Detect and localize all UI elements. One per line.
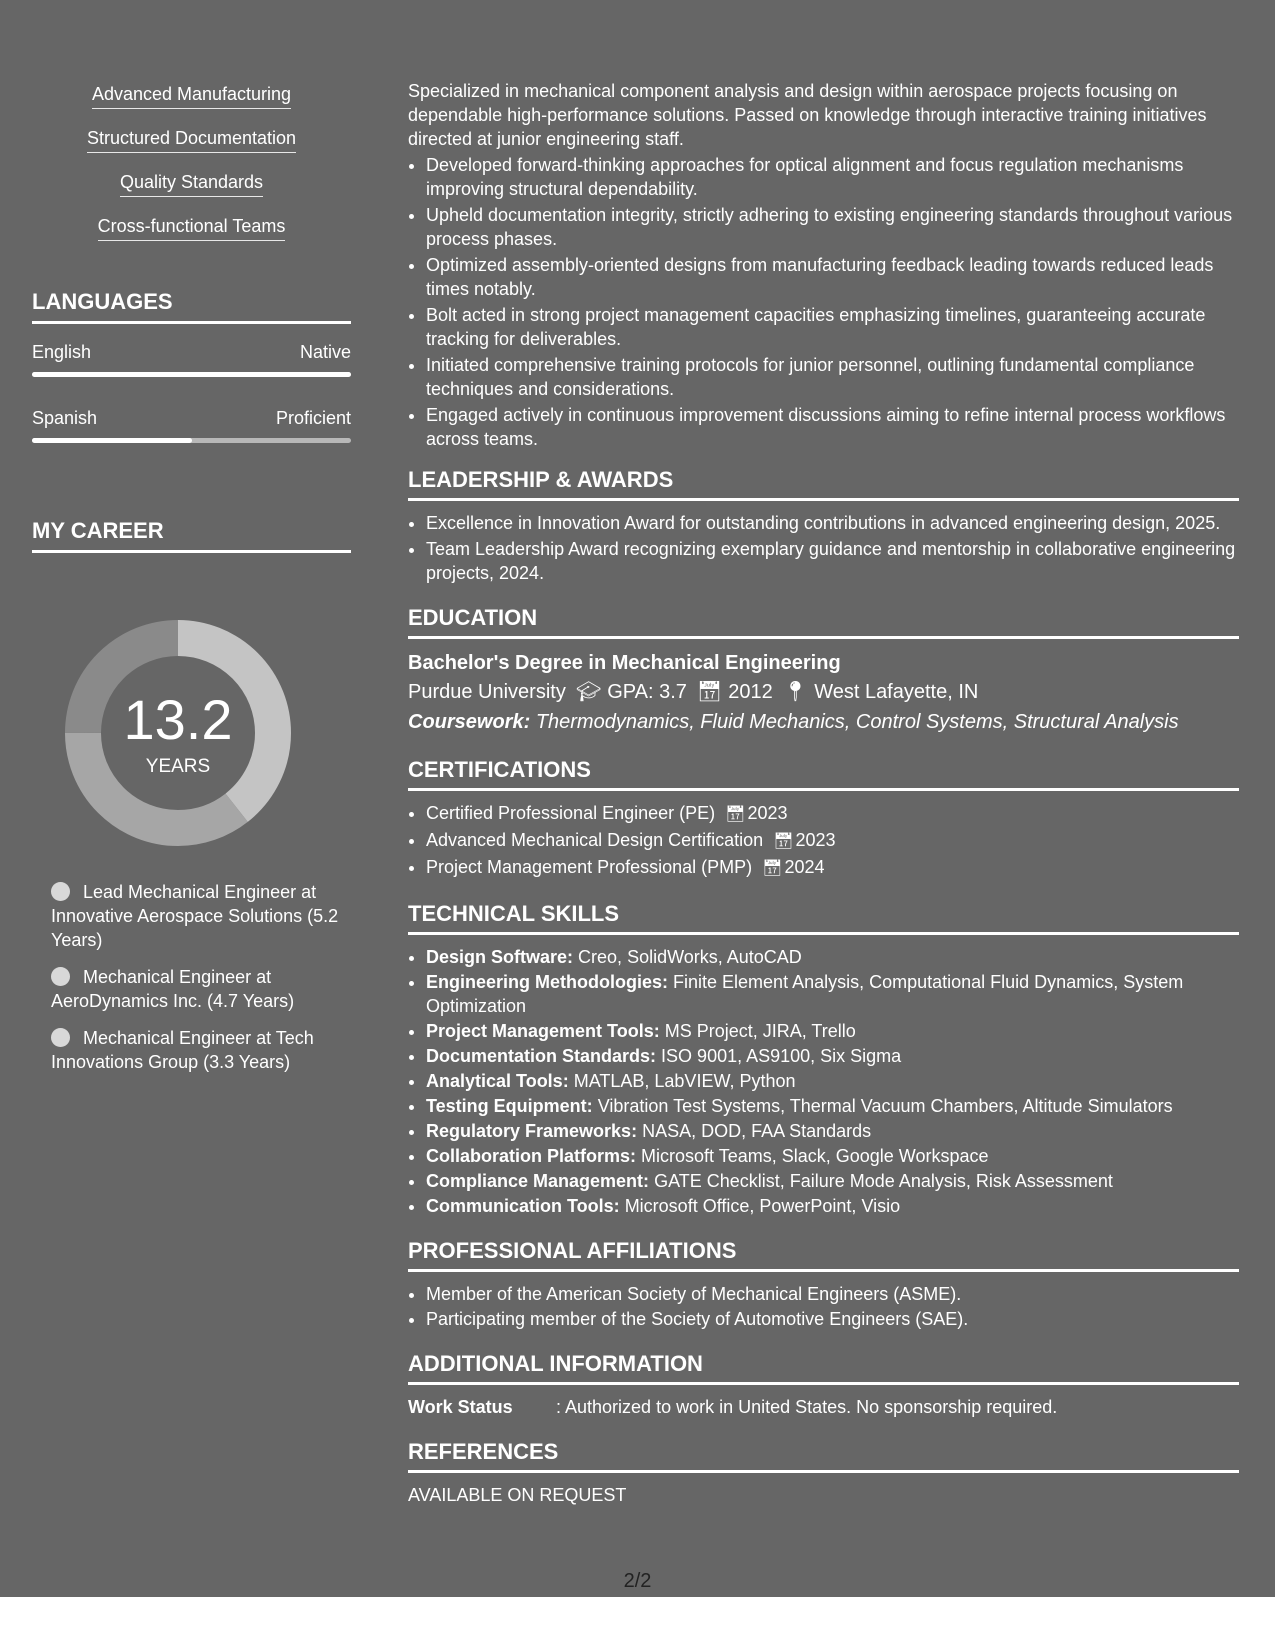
list-item: • Excellence in Innovation Award for outstanding contributions in advanced engineering design, 2025. (426, 511, 1239, 535)
list-item (426, 970, 1239, 1018)
references-text: AVAILABLE ON REQUEST (408, 1485, 627, 1505)
career-years-unit: YEARS (145, 756, 211, 777)
section-title: CERTIFICATIONS (408, 757, 1239, 791)
section-title: TECHNICAL SKILLS (408, 901, 1239, 935)
page-number: 2/2 (623, 1570, 652, 1592)
skill-label: Analytical Tools: (426, 1071, 569, 1091)
career-total-years: 13.2 (123, 688, 233, 751)
skill-label: Testing Equipment: (426, 1096, 593, 1116)
additional-info-section (408, 1351, 1239, 1419)
list-item (426, 1194, 1239, 1218)
language-proficiency-fill (32, 372, 351, 377)
education-details (408, 677, 1239, 707)
affiliations-section (408, 1238, 1239, 1331)
list-item: • Bolt acted in strong project management capacities emphasizing timelines, guaranteeing accurate tracking for deliverables. (426, 303, 1239, 351)
list-item (426, 945, 1239, 969)
list-item (426, 1144, 1239, 1168)
career-item-text: Mechanical Engineer at Tech Innovations Group (3.3 Years) (51, 1028, 314, 1072)
skill-value: MS Project, JIRA, Trello (664, 1021, 856, 1041)
calendar-icon: 📅︎ (762, 860, 783, 877)
language-proficiency-bar (32, 372, 351, 377)
skill-label: Engineering Methodologies: (426, 972, 668, 992)
career-dot-icon (51, 882, 70, 901)
list-item (426, 1169, 1239, 1193)
list-item: • Participating member of the Society of Automotive Engineers (SAE). (426, 1307, 1239, 1331)
skill-value: MATLAB, LabVIEW, Python (573, 1071, 796, 1091)
skill-value: Vibration Test Systems, Thermal Vacuum Chambers, Altitude Simulators (597, 1096, 1173, 1116)
career-dot-icon (51, 967, 70, 986)
language-level: Proficient (275, 408, 351, 428)
language-english (32, 342, 351, 377)
education-location: West Lafayette, IN (814, 681, 979, 703)
list-item: • Initiated comprehensive training protocols for junior personnel, outlining fundamental compliance techniques and considerations. (426, 353, 1239, 401)
experience-bullets (408, 153, 1239, 451)
section-title: REFERENCES (408, 1439, 1239, 1473)
skill-label: Communication Tools: (426, 1196, 620, 1216)
education-section (408, 605, 1239, 737)
skill-label: Regulatory Frameworks: (426, 1121, 638, 1141)
language-proficiency-fill (32, 438, 192, 443)
skill-label: Project Management Tools: (426, 1021, 660, 1041)
work-status-value: : Authorized to work in United States. No sponsorship required. (556, 1397, 1058, 1417)
education-school: Purdue University (408, 681, 566, 703)
cert-name: Project Management Professional (PMP) (426, 857, 753, 877)
technical-skills-section (408, 901, 1239, 1218)
language-proficiency-bar (32, 438, 351, 443)
main-content (408, 79, 1239, 1507)
coursework-label: Coursework: (408, 711, 531, 733)
list-item (426, 855, 1239, 881)
career-dot-icon (51, 1028, 70, 1047)
references-section (408, 1439, 1239, 1507)
skill-value: GATE Checklist, Failure Mode Analysis, Risk Assessment (654, 1171, 1113, 1191)
cert-name: Advanced Mechanical Design Certification (426, 830, 764, 850)
list-item: • Developed forward-thinking approaches for optical alignment and focus regulation mechanisms improving structural dependability. (426, 153, 1239, 201)
language-name: Spanish (32, 408, 98, 428)
list-item (426, 1019, 1239, 1043)
calendar-icon: 📅︎ (773, 833, 794, 850)
education-degree: Bachelor's Degree in Mechanical Engineering (408, 652, 841, 674)
calendar-icon: 📅︎ (725, 806, 746, 823)
list-item (426, 1069, 1239, 1093)
list-item: • Engaged actively in continuous improvement discussions aiming to refine internal process workflows across teams. (426, 403, 1239, 451)
language-name: English (32, 342, 92, 362)
cert-year: 2023 (747, 803, 788, 823)
skill-value: Finite Element Analysis, Computational Fluid Dynamics, System Optimization (426, 972, 1184, 1016)
sidebar (32, 82, 351, 1072)
skill-label: Collaboration Platforms: (426, 1146, 637, 1166)
skill-value: ISO 9001, AS9100, Six Sigma (661, 1046, 902, 1066)
skill-link-advanced-manufacturing[interactable]: Advanced Manufacturing (92, 82, 291, 109)
leadership-section (408, 467, 1239, 585)
section-title: EDUCATION (408, 605, 1239, 639)
coursework-text: Thermodynamics, Fluid Mechanics, Control Systems, Structural Analysis (535, 711, 1179, 733)
languages-heading: LANGUAGES (32, 289, 351, 324)
list-item (426, 801, 1239, 827)
skill-value: Creo, SolidWorks, AutoCAD (578, 947, 802, 967)
language-spanish (32, 408, 351, 443)
cert-year: 2024 (784, 857, 825, 877)
location-pin-icon: 📍︎ (782, 681, 809, 703)
list-item: • Member of the American Society of Mechanical Engineers (ASME). (426, 1282, 1239, 1306)
work-status-row (408, 1395, 1239, 1419)
skill-links (32, 82, 351, 258)
career-item (51, 965, 351, 1013)
skill-label: Documentation Standards: (426, 1046, 657, 1066)
section-title: ADDITIONAL INFORMATION (408, 1351, 1239, 1385)
work-status-label: Work Status (408, 1397, 513, 1417)
cert-name: Certified Professional Engineer (PE) (426, 803, 716, 823)
calendar-icon: 📅︎ (696, 681, 723, 703)
list-item (426, 828, 1239, 854)
list-item (426, 1044, 1239, 1068)
list-item (426, 1119, 1239, 1143)
skill-link-cross-functional-teams[interactable]: Cross-functional Teams (98, 214, 286, 241)
career-heading: MY CAREER (32, 518, 351, 553)
cert-year: 2023 (795, 830, 836, 850)
list-item: • Team Leadership Award recognizing exemplary guidance and mentorship in collaborative engineering projects, 2024. (426, 537, 1239, 585)
skill-value: NASA, DOD, FAA Standards (642, 1121, 872, 1141)
section-title: LEADERSHIP & AWARDS (408, 467, 1239, 501)
section-title: PROFESSIONAL AFFILIATIONS (408, 1238, 1239, 1272)
skill-value: Microsoft Office, PowerPoint, Visio (624, 1196, 901, 1216)
list-item (426, 1094, 1239, 1118)
education-year: 2012 (728, 681, 773, 703)
experience-summary: Specialized in mechanical component analysis and design within aerospace projects focusing on dependable high-performance solutions. Passed on knowledge through interactive training initiatives directed at junior engineering staff. (408, 81, 1207, 149)
skill-value: Microsoft Teams, Slack, Google Workspace (641, 1146, 989, 1166)
education-gpa: GPA: 3.7 (607, 681, 687, 703)
skill-label: Compliance Management: (426, 1171, 650, 1191)
graduation-cap-icon: 🎓︎ (575, 681, 602, 703)
skill-label: Design Software: (426, 947, 574, 967)
career-donut-chart (65, 620, 291, 846)
career-item-text: Mechanical Engineer at AeroDynamics Inc. (4.7 Years) (51, 967, 295, 1011)
career-list (51, 880, 351, 1087)
language-level: Native (299, 342, 351, 362)
certifications-section (408, 757, 1239, 881)
skill-link-structured-documentation[interactable]: Structured Documentation (87, 126, 296, 153)
skill-link-quality-standards[interactable]: Quality Standards (120, 170, 263, 197)
career-item (51, 880, 351, 952)
list-item: • Optimized assembly-oriented designs from manufacturing feedback leading towards reduced leads times notably. (426, 253, 1239, 301)
education-coursework (408, 707, 1239, 737)
list-item: • Upheld documentation integrity, strictly adhering to existing engineering standards throughout various process phases. (426, 203, 1239, 251)
career-item-text: Lead Mechanical Engineer at Innovative Aerospace Solutions (5.2 Years) (51, 882, 339, 950)
career-item (51, 1026, 351, 1074)
